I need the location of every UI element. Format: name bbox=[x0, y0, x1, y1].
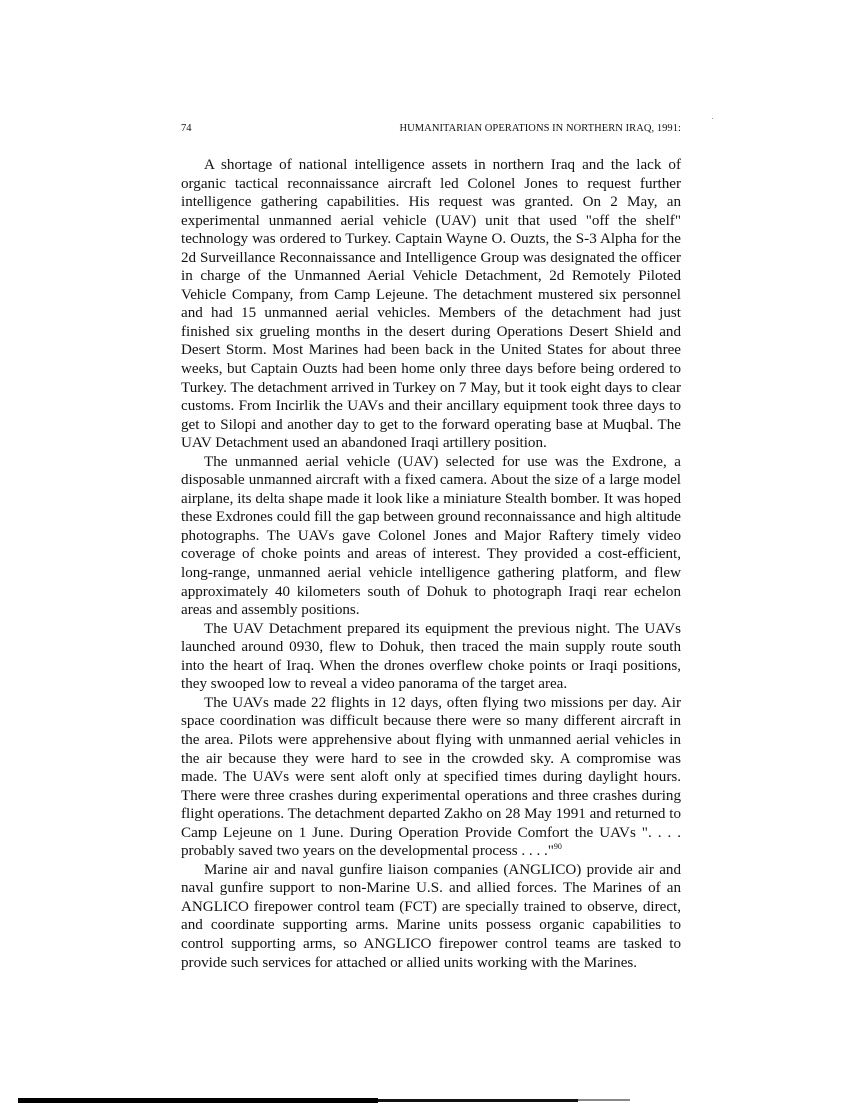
running-head bbox=[181, 121, 681, 137]
paragraph-uav-flights bbox=[181, 694, 681, 861]
scan-artifact-bar bbox=[578, 1099, 630, 1101]
scan-artifact-bar bbox=[378, 1099, 578, 1102]
running-title: HUMANITARIAN OPERATIONS IN NORTHERN IRAQ, 1991: bbox=[399, 123, 681, 134]
page-number: 74 bbox=[181, 123, 192, 134]
paragraph-uav-preparation: The UAV Detachment prepared its equipment the previous night. The UAVs launched around 0930, flew to Dohuk, then traced the main supply route south into the heart of Iraq. When the drones overflew choke points or Iraqi positions, they swooped low to reveal a video panorama of the target area. bbox=[181, 620, 681, 693]
scan-speck bbox=[712, 118, 713, 119]
body-text bbox=[181, 156, 681, 972]
paragraph-exdrone: The unmanned aerial vehicle (UAV) selected for use was the Exdrone, a disposable unmanned aircraft with a fixed camera. About the size of a large model airplane, its delta shape made it look like a miniature Stealth bomber. It was hoped these Exdrones could fill the gap between ground reconnaissance and high altitude photographs. The UAVs gave Colonel Jones and Major Raftery timely video coverage of choke points and areas of interest. They provided a cost-efficient, long-range, unmanned aerial vehicle intelligence gathering platform, and flew approximately 40 kilometers south of Dohuk to photograph Iraqi rear echelon areas and assembly positions. bbox=[181, 453, 681, 619]
footnote-marker: 90 bbox=[553, 842, 562, 852]
scan-artifact-bar bbox=[18, 1098, 378, 1103]
paragraph-uav-flights-text: The UAVs made 22 flights in 12 days, often flying two missions per day. Air space coordination was difficult because there were so many different aircraft in the area. Pilots were apprehensive about flying with unmanned aerial vehicles in the air because they were hard to see in the crowded sky. A compromise was made. The UAVs were sent aloft only at specified times during daylight hours. There were three crashes during experimental operations and three crashes during flight operations. The detachment departed Zakho on 28 May 1991 and returned to Camp Lejeune on 1 June. During Operation Provide Comfort the UAVs ". . . . probably saved two years on the developmental process . . . ." bbox=[181, 694, 681, 860]
paragraph-uav-detachment: A shortage of national intelligence assets in northern Iraq and the lack of organic tactical reconnaissance aircraft led Colonel Jones to request further intelligence gathering capabilities. His request was granted. On 2 May, an experimental unmanned aerial vehicle (UAV) unit that used "off the shelf" technology was ordered to Turkey. Captain Wayne O. Ouzts, the S-3 Alpha for the 2d Surveillance Reconnaissance and Intelligence Group was designated the officer in charge of the Unmanned Aerial Vehicle Detachment, 2d Remotely Piloted Vehicle Company, from Camp Lejeune. The detachment mustered six personnel and had 15 unmanned aerial vehicles. Members of the detachment had just finished six grueling months in the desert during Operations Desert Shield and Desert Storm. Most Marines had been back in the United States for about three weeks, but Captain Ouzts had been home only three days before being ordered to Turkey. The detachment arrived in Turkey on 7 May, but it took eight days to clear customs. From Incirlik the UAVs and their ancillary equipment took three days to get to Silopi and another day to get to the forward operating base at Muqbal. The UAV Detachment used an abandoned Iraqi artillery position. bbox=[181, 157, 681, 452]
paragraph-anglico: Marine air and naval gunfire liaison companies (ANGLICO) provide air and naval gunfire support to non-Marine U.S. and allied forces. The Marines of an ANGLICO firepower control team (FCT) are specially trained to observe, direct, and coordinate supporting arms. Marine units possess organic capabilities to control supporting arms, so ANGLICO firepower control teams are tasked to provide such services for attached or allied units working with the Marines. bbox=[181, 861, 681, 971]
